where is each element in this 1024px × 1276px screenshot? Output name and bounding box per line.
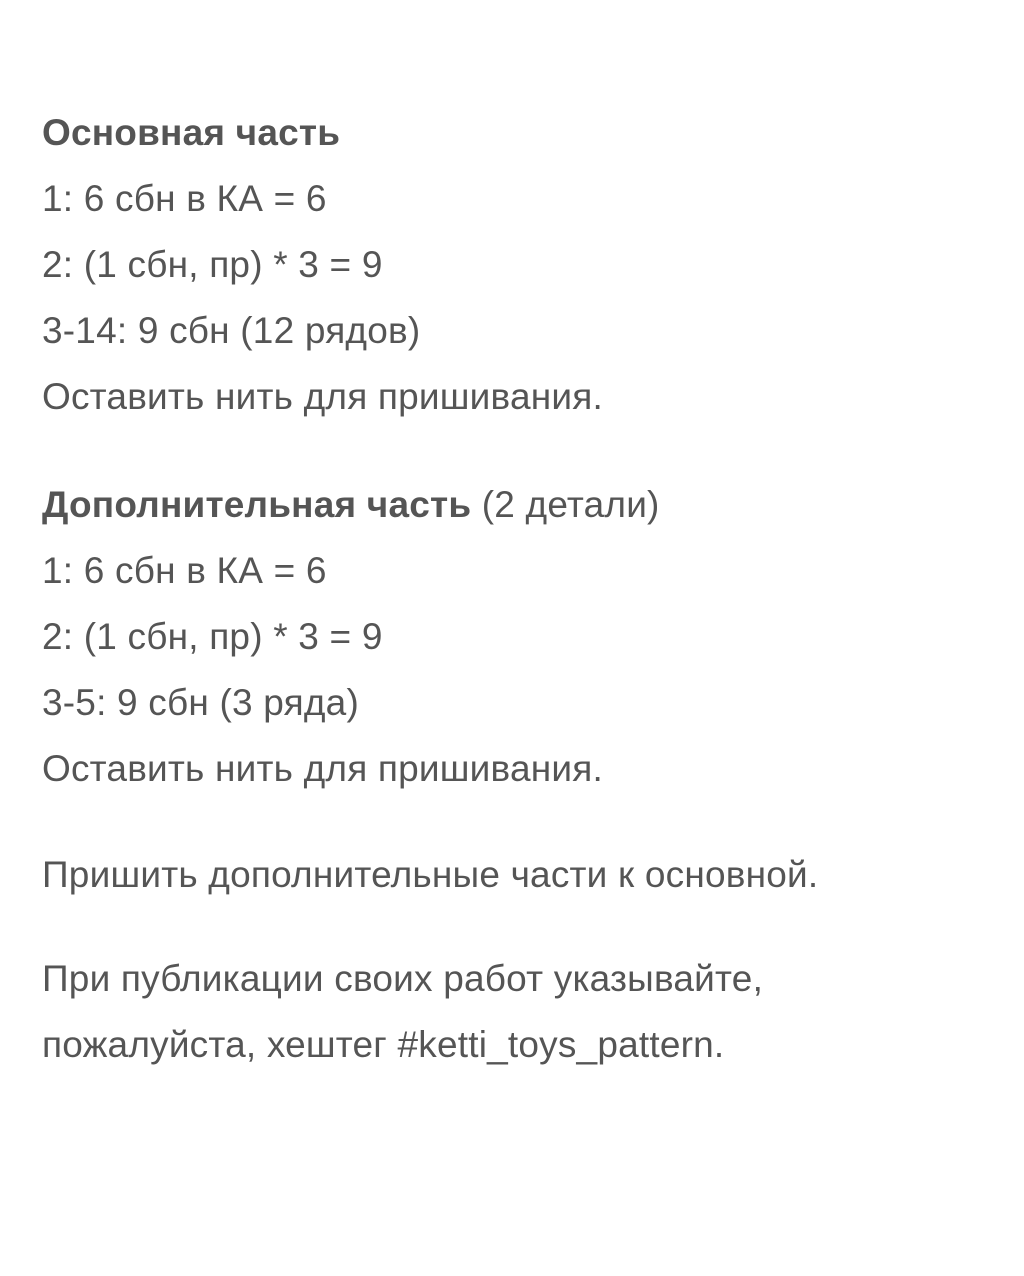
extra-part-heading <box>42 480 1002 546</box>
extra-part-row-4: Оставить нить для пришивания. <box>42 748 603 789</box>
main-part-row-2: 2: (1 сбн, пр) * 3 = 9 <box>42 244 383 285</box>
extra-part-row-2: 2: (1 сбн, пр) * 3 = 9 <box>42 616 383 657</box>
main-part-title: Основная часть <box>42 112 341 153</box>
extra-part-row-1: 1: 6 сбн в КА = 6 <box>42 550 327 591</box>
publication-note <box>42 954 1002 1086</box>
section-spacer <box>42 438 1002 480</box>
extra-part-subtitle: (2 детали) <box>471 484 660 525</box>
publication-note-line-2: пожалуйста, хештег #ketti_toys_pattern. <box>42 1024 725 1065</box>
section-spacer <box>42 810 1002 850</box>
pattern-document <box>42 108 1002 1086</box>
extra-part-title: Дополнительная часть <box>42 484 472 525</box>
extra-part-row-3: 3-5: 9 сбн (3 ряда) <box>42 682 359 723</box>
publication-note-line-1: При публикации своих работ указывайте, <box>42 958 764 999</box>
extra-part-section <box>42 480 1002 810</box>
main-part-row-3: 3-14: 9 сбн (12 рядов) <box>42 310 421 351</box>
main-part-row-1: 1: 6 сбн в КА = 6 <box>42 178 327 219</box>
main-part-section <box>42 108 1002 438</box>
sewing-instruction: Пришить дополнительные части к основной. <box>42 854 819 895</box>
main-part-row-4: Оставить нить для пришивания. <box>42 376 603 417</box>
section-spacer <box>42 916 1002 954</box>
